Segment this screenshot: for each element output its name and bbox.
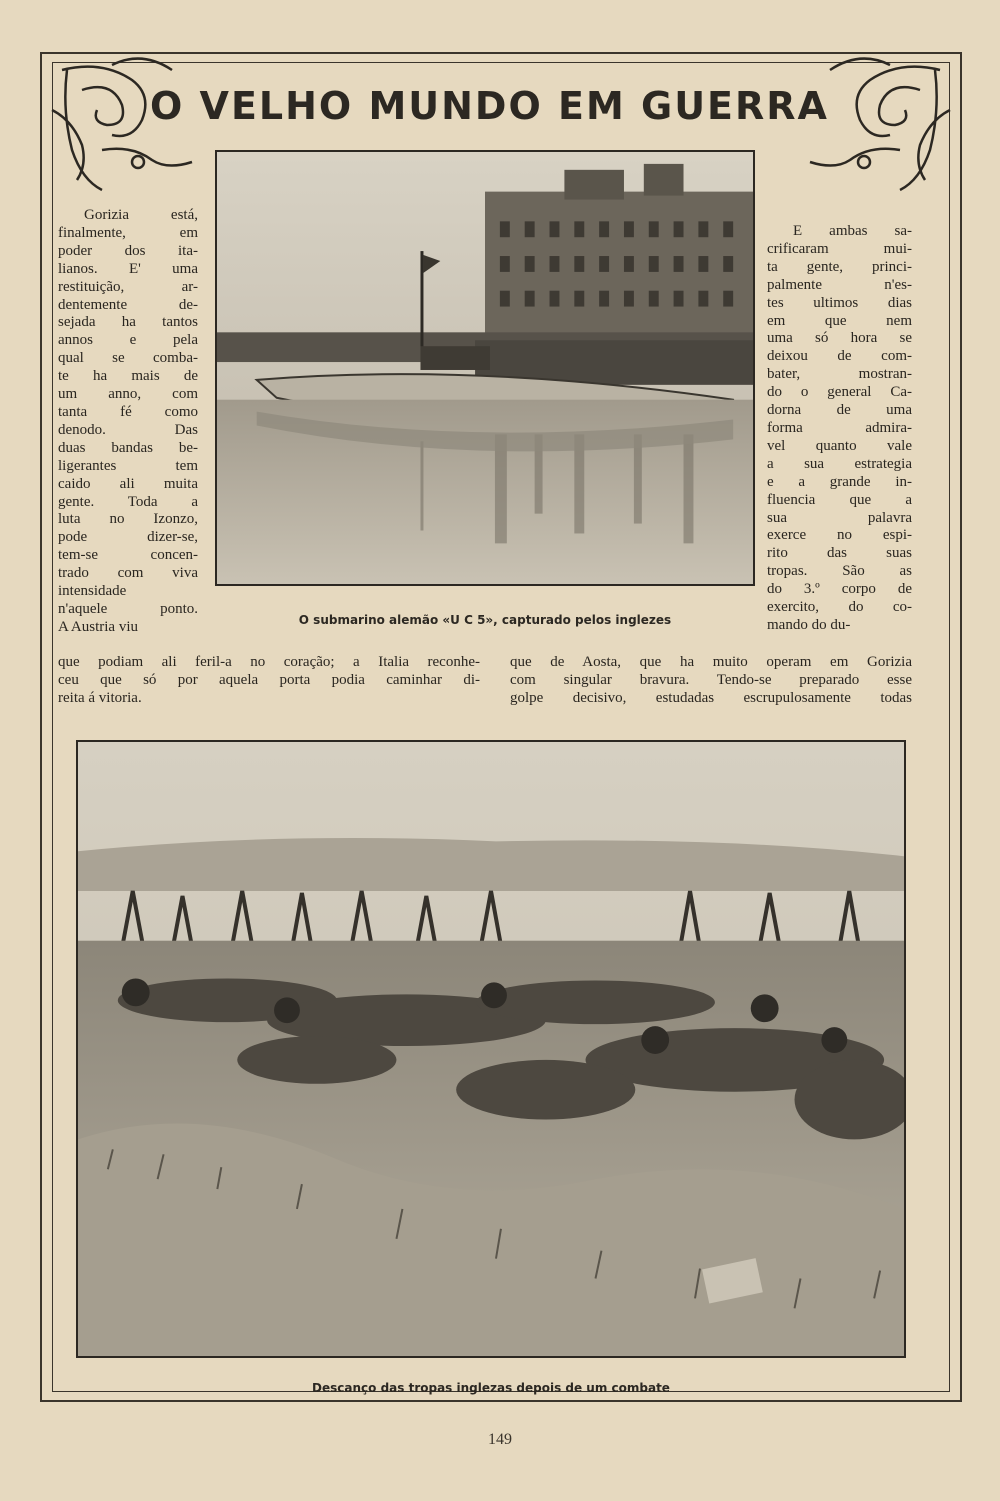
text-line: forma admira- [767,419,912,436]
text-line: Gorizia está, [84,207,198,223]
text-line: e a grande in- [767,473,912,490]
text-line: lianos. E' uma [58,260,198,277]
article-continuation-right [510,654,912,708]
text-line: reita á vitoria. [58,689,142,706]
troops-caption: Descanço das tropas inglezas depois de um combate [312,1381,670,1395]
text-line: E ambas sa- [793,223,912,239]
page-title: O VELHO MUNDO EM GUERRA [150,84,829,128]
article-column-left [58,207,198,637]
text-line: palmente n'es- [767,276,912,293]
text-line: denodo. Das [58,421,198,438]
text-line: exerce no espi- [767,527,912,544]
text-line: vel quanto vale [767,437,912,454]
text-line: que podiam ali feril-a no coração; a Italia reconhe- [58,654,480,670]
text-line: restituição, ar- [58,278,198,295]
text-line: gente. Toda a [58,493,198,510]
text-line: exercito, do co- [767,599,912,616]
text-line: caido ali muita [58,475,198,492]
troops-resting-photo [76,740,906,1358]
text-line: A Austria viu [58,618,139,635]
text-line: a sua estrategia [767,455,912,472]
text-line: bater, mostran- [767,366,912,383]
text-line: tem-se concen- [58,547,198,564]
text-line: poder dos ita- [58,242,198,259]
text-line: pode dizer-se, [58,529,198,546]
text-line: que de Aosta, que ha muito operam em Gorizia [510,654,912,670]
text-line: crificaram mui- [767,240,912,257]
text-line: tes ultimos dias [767,294,912,311]
text-line: uma só hora se [767,330,912,347]
text-line: com singular bravura. Tendo-se preparado esse [510,671,912,688]
text-line: ligerantes tem [58,457,198,474]
text-line: um anno, com [58,386,198,403]
text-line: sejada ha tantos [58,314,198,331]
submarine-photo [215,150,755,586]
text-line: fluencia que a [767,491,912,508]
text-line: trado com viva [58,565,198,582]
text-line: dentemente de- [58,296,198,313]
text-line: em que nem [767,312,912,329]
text-line: n'aquele ponto. [58,600,198,617]
text-line: duas bandas be- [58,439,198,456]
text-line: annos e pela [58,332,198,349]
submarine-caption: O submarino alemão «U C 5», capturado pelos inglezes [298,613,672,627]
text-line: do o general Ca- [767,384,912,401]
article-continuation-left [58,654,480,708]
text-line: intensidade [58,583,127,600]
article-column-right [767,223,912,635]
text-line: qual se comba- [58,350,198,367]
text-line: deixou de com- [767,348,912,365]
text-line: golpe decisivo, estudadas escrupulosamente todas [510,689,912,706]
text-line: dorna de uma [767,402,912,419]
text-line: mando do du- [767,616,851,633]
text-line: rito das suas [767,545,912,562]
text-line: ceu que só por aquela porta podia caminhar di- [58,671,480,688]
text-line: sua palavra [767,509,912,526]
text-line: te ha mais de [58,368,198,385]
text-line: ta gente, princi- [767,258,912,275]
text-line: tropas. São as [767,563,912,580]
page-number: 149 [488,1431,512,1448]
text-line: luta no Izonzo, [58,511,198,528]
text-line: tanta fé como [58,403,198,420]
text-line: finalmente, em [58,224,198,241]
text-line: do 3.º corpo de [767,581,912,598]
